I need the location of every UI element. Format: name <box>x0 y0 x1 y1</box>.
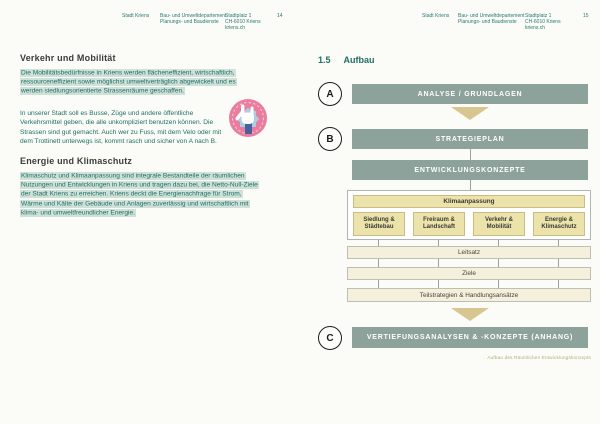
flow-connector-line <box>558 280 559 288</box>
flow-connector-line <box>498 259 499 267</box>
chapter-title: Aufbau <box>343 55 375 65</box>
mobility-body-paragraph: In unserer Stadt soll es Busse, Züge und andere öffentliche Verkehrsmittel geben, die alle unkompliziert benutzen können. Die Strassen sind gut gemacht. Auch wer zu Fuss, mit dem Velo oder mit dem Trottinett unterwegs ist, kommt rasch und sicher von A nach B. <box>20 110 222 146</box>
flow-box-strategieplan: STRATEGIEPLAN <box>352 129 588 149</box>
bar-teilstrategien: Teilstrategien & Handlungsansätze <box>347 288 591 302</box>
stage-circle-a: A <box>318 82 342 106</box>
flow-connector-line <box>470 180 471 190</box>
section-title-mobility: Verkehr und Mobilität <box>20 53 116 63</box>
flow-box-vertiefung: VERTIEFUNGSANALYSEN & -KONZEPTE (ANHANG) <box>352 327 588 348</box>
flow-box-entwicklungskonzepte: ENTWICKLUNGSKONZEPTE <box>352 160 588 180</box>
flow-connector-line <box>438 280 439 288</box>
flow-box-analyse: ANALYSE / GRUNDLAGEN <box>352 84 588 104</box>
page-number-left: 14 <box>277 13 283 19</box>
topic-box-verkehr: Verkehr & Mobilität <box>473 212 525 236</box>
flow-connector-line <box>470 149 471 160</box>
header-org-right: Stadt Kriens <box>422 13 450 19</box>
topic-box-siedlung: Siedlung & Städtebau <box>353 212 405 236</box>
highlighted-text: Klimaschutz und Klimaanpassung sind integrale Bestandteile der räumlichen Nutzungen und Entwicklungen in Kriens und tragen dazu bei, die Netto-Null-Ziele der Stadt Kriens zu erreichen. Kriens deckt die Energienachfrage für Strom, Wärme und Kälte der Gebäude und Anlagen zuverlässig und wirtschaftlich mit klima- und umweltfreundlicher Energie. <box>21 172 258 217</box>
topic-box-freiraum: Freiraum & Landschaft <box>413 212 465 236</box>
bar-ziele: Ziele <box>347 267 591 280</box>
chapter-number: 1.5 <box>318 55 331 65</box>
header-org-left <box>122 13 149 19</box>
stage-circle-b: B <box>318 127 342 151</box>
flow-arrow-down-icon <box>451 308 489 321</box>
highlighted-text: Die Mobilitätsbedürfnisse in Kriens werden flächeneffizient, wirtschaftlich, ressourceneffizient sowie möglichst umweltverträglich abgewickelt und es werden siedlungsorientierte Strassenräume geschaffen. <box>21 69 236 95</box>
header-org-text: Stadt Kriens <box>122 13 150 19</box>
easy-language-badge <box>229 99 267 137</box>
figure-caption: Aufbau des Räumlichen Entwicklungskonzepts <box>487 355 591 360</box>
flow-connector-line <box>438 259 439 267</box>
header-address-left: Stadtplatz 1 CH-6010 Kriens kriens.ch <box>225 13 261 32</box>
section-title-energy: Energie und Klimaschutz <box>20 156 133 166</box>
flow-connector-line <box>498 280 499 288</box>
mobility-lead-paragraph <box>20 68 258 96</box>
topic-box-energie: Energie & Klimaschutz <box>533 212 585 236</box>
header-dept-left: Bau- und Umweltdepartement Planungs- und Baudienste <box>160 13 227 26</box>
flow-connector-line <box>378 259 379 267</box>
page-number-right: 15 <box>583 13 589 19</box>
chapter-heading <box>318 55 375 65</box>
bar-leitsatz: Leitsatz <box>347 246 591 259</box>
header-dept-right: Bau- und Umweltdepartement Planungs- und Baudienste <box>458 13 525 26</box>
concept-container-box <box>347 190 591 240</box>
flow-connector-line <box>378 280 379 288</box>
flow-arrow-down-icon <box>451 107 489 120</box>
energy-lead-paragraph <box>20 171 258 218</box>
klimaanpassung-bar: Klimaanpassung <box>353 195 585 208</box>
flow-connector-line <box>558 259 559 267</box>
easy-language-hand-icon <box>229 99 267 137</box>
stage-circle-c: C <box>318 326 342 350</box>
header-address-right: Stadtplatz 1 CH-6010 Kriens kriens.ch <box>525 13 561 32</box>
